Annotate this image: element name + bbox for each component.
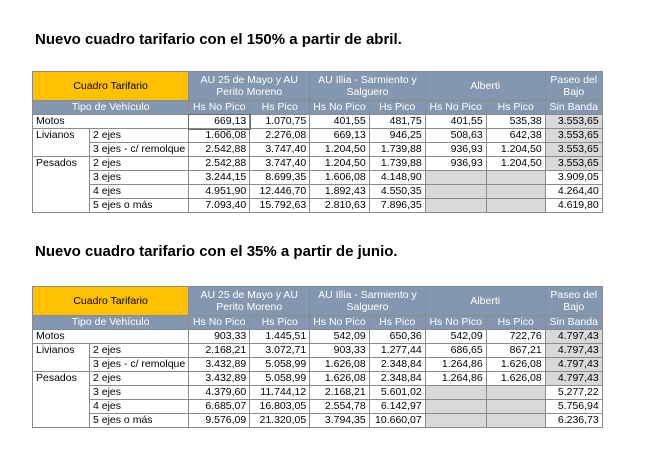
tariff-value: 2.810,63 (310, 199, 370, 213)
tariff-value: 6.236,73 (545, 414, 602, 428)
tariff-value: 722,76 (486, 330, 545, 344)
axle-config: 2 ejes (90, 372, 189, 386)
tariff-value: 481,75 (369, 115, 425, 129)
table-row (33, 400, 603, 414)
tariff-value: 669,13 (189, 115, 250, 129)
tariff-value: 3.553,65 (545, 143, 602, 157)
axle-config: 2 ejes (90, 157, 189, 171)
column-subheader: Hs Pico (369, 316, 425, 330)
tariff-value: 1.277,44 (369, 344, 425, 358)
tariff-value: 2.348,84 (369, 358, 425, 372)
column-subheader: Hs No Pico (310, 101, 370, 115)
group-header: AU 25 de Mayo y AU Perito Moreno (189, 72, 310, 101)
tariff-value: 903,33 (310, 344, 370, 358)
subheader-row (33, 316, 603, 330)
axle-config: 5 ejes o más (90, 199, 189, 213)
table-row (33, 386, 603, 400)
tariff-value: 5.756,94 (545, 400, 602, 414)
header-row (33, 72, 603, 101)
axle-config: 3 ejes - c/ remolque (90, 358, 189, 372)
table-row (33, 115, 603, 129)
tariff-value: 4.619,80 (545, 199, 602, 213)
tariff-value: 1.070,75 (250, 115, 310, 129)
tariff-value: 1.739,88 (369, 143, 425, 157)
tariff-value: 5.277,22 (545, 386, 602, 400)
tariff-value: 1.626,08 (486, 372, 545, 386)
tariff-table-june (32, 286, 603, 428)
tariff-value: 3.072,71 (250, 344, 310, 358)
column-subheader: Hs Pico (486, 101, 545, 115)
table-row (33, 129, 603, 143)
vehicle-type-header: Tipo de Vehículo (33, 316, 189, 330)
group-header: Alberti (425, 287, 545, 316)
tariff-value: 1.264,86 (425, 358, 486, 372)
tariff-value: 2.348,84 (369, 372, 425, 386)
tariff-value: 1.264,86 (425, 372, 486, 386)
tariff-value: 2.542,88 (189, 143, 250, 157)
tariff-value: 946,25 (369, 129, 425, 143)
tariff-value: 686,65 (425, 344, 486, 358)
tariff-value: 867,21 (486, 344, 545, 358)
tariff-value: 9.576,09 (189, 414, 250, 428)
tariff-value: 4.951,90 (189, 185, 250, 199)
table-row (33, 372, 603, 386)
section-heading-april: Nuevo cuadro tarifario con el 150% a partir de abril. (35, 31, 402, 48)
tariff-value: 3.432,89 (189, 372, 250, 386)
column-subheader: Hs No Pico (189, 101, 250, 115)
tariff-value: 401,55 (425, 115, 486, 129)
table-title: Cuadro Tarifario (33, 72, 189, 101)
group-header: AU Illia - Sarmiento y Salguero (310, 287, 426, 316)
tariff-value: 1.626,08 (310, 372, 370, 386)
tariff-value: 4.379,60 (189, 386, 250, 400)
group-header: AU 25 de Mayo y AU Perito Moreno (189, 287, 310, 316)
tariff-value: 21.320,05 (250, 414, 310, 428)
tariff-value: 2.542,88 (189, 157, 250, 171)
empty-cell (425, 414, 486, 428)
tariff-value: 1.204,50 (310, 143, 370, 157)
tariff-value: 1.626,08 (310, 358, 370, 372)
tariff-value: 4.148,90 (369, 171, 425, 185)
table-row (33, 185, 603, 199)
tariff-value: 542,09 (425, 330, 486, 344)
tariff-value: 3.747,40 (250, 143, 310, 157)
tariff-value: 1.204,50 (486, 157, 545, 171)
tariff-value: 1.204,50 (486, 143, 545, 157)
empty-cell (486, 199, 545, 213)
tariff-value: 3.747,40 (250, 157, 310, 171)
tariff-value: 12.446,70 (250, 185, 310, 199)
tariff-value: 16.803,05 (250, 400, 310, 414)
tariff-value: 936,93 (425, 143, 486, 157)
column-subheader: Hs Pico (369, 101, 425, 115)
empty-cell (425, 199, 486, 213)
empty-cell (425, 400, 486, 414)
vehicle-category: Livianos (33, 129, 90, 157)
axle-config: 5 ejes o más (90, 414, 189, 428)
vehicle-category: Pesados (33, 372, 90, 428)
tariff-value: 542,09 (310, 330, 370, 344)
group-header: AU Illia - Sarmiento y Salguero (310, 72, 426, 101)
empty-cell (425, 171, 486, 185)
table-row (33, 358, 603, 372)
column-subheader: Hs No Pico (310, 316, 370, 330)
tariff-value: 1.204,50 (310, 157, 370, 171)
table-row (33, 171, 603, 185)
tariff-value: 401,55 (310, 115, 370, 129)
header-row (33, 287, 603, 316)
tariff-value: 8.699,35 (250, 171, 310, 185)
table-row (33, 344, 603, 358)
tariff-value: 4.797,43 (545, 372, 602, 386)
tariff-value: 7.093,40 (189, 199, 250, 213)
tariff-value: 2.168,21 (189, 344, 250, 358)
tariff-value: 5.601,02 (369, 386, 425, 400)
column-subheader: Hs No Pico (425, 101, 486, 115)
tariff-value: 4.550,35 (369, 185, 425, 199)
tariff-value: 4.797,43 (545, 358, 602, 372)
tariff-value: 650,36 (369, 330, 425, 344)
table-row (33, 414, 603, 428)
tariff-value: 1.445,51 (250, 330, 310, 344)
group-header: Alberti (425, 72, 545, 101)
column-subheader: Hs No Pico (425, 316, 486, 330)
tariff-value: 1.739,88 (369, 157, 425, 171)
axle-config: 2 ejes (90, 344, 189, 358)
tariff-value: 10.660,07 (369, 414, 425, 428)
tariff-value: 535,38 (486, 115, 545, 129)
tariff-value: 4.264,40 (545, 185, 602, 199)
column-subheader: Hs Pico (486, 316, 545, 330)
axle-config: 3 ejes (90, 386, 189, 400)
tariff-value: 3.909,05 (545, 171, 602, 185)
tariff-value: 5.058,99 (250, 372, 310, 386)
tariff-value: 2.276,08 (250, 129, 310, 143)
tariff-value: 15.792,63 (250, 199, 310, 213)
tariff-value: 4.797,43 (545, 330, 602, 344)
tariff-value: 669,13 (310, 129, 370, 143)
tariff-value: 1.892,43 (310, 185, 370, 199)
column-subheader: Hs No Pico (189, 316, 250, 330)
empty-cell (486, 171, 545, 185)
axle-config: 2 ejes (90, 129, 189, 143)
tariff-value: 7.896,35 (369, 199, 425, 213)
tariff-value: 11.744,12 (250, 386, 310, 400)
column-subheader: Sin Banda (545, 316, 602, 330)
table-row (33, 157, 603, 171)
tariff-value: 1.606,08 (189, 129, 250, 143)
tariff-value: 3.244,15 (189, 171, 250, 185)
tariff-value: 3.553,65 (545, 115, 602, 129)
vehicle-category: Livianos (33, 344, 90, 372)
table-title: Cuadro Tarifario (33, 287, 189, 316)
group-header: Paseo del Bajo (545, 287, 602, 316)
axle-config: 4 ejes (90, 185, 189, 199)
tariff-table-april (32, 71, 603, 213)
column-subheader: Hs Pico (250, 101, 310, 115)
tariff-value: 1.626,08 (486, 358, 545, 372)
table-row (33, 199, 603, 213)
tariff-value: 6.142,97 (369, 400, 425, 414)
table-row (33, 330, 603, 344)
vehicle-category: Pesados (33, 157, 90, 213)
tariff-value: 642,38 (486, 129, 545, 143)
tariff-value: 3.553,65 (545, 129, 602, 143)
empty-cell (425, 386, 486, 400)
vehicle-category: Motos (33, 330, 189, 344)
tariff-value: 508,63 (425, 129, 486, 143)
tariff-value: 903,33 (189, 330, 250, 344)
group-header: Paseo del Bajo (545, 72, 602, 101)
tariff-value: 5.058,99 (250, 358, 310, 372)
column-subheader: Hs Pico (250, 316, 310, 330)
empty-cell (486, 185, 545, 199)
empty-cell (425, 185, 486, 199)
vehicle-category: Motos (33, 115, 189, 129)
section-heading-june: Nuevo cuadro tarifario con el 35% a partir de junio. (35, 243, 398, 260)
tariff-value: 3.794,35 (310, 414, 370, 428)
axle-config: 3 ejes (90, 171, 189, 185)
column-subheader: Sin Banda (545, 101, 602, 115)
tariff-value: 3.553,65 (545, 157, 602, 171)
axle-config: 4 ejes (90, 400, 189, 414)
tariff-value: 3.432,89 (189, 358, 250, 372)
empty-cell (486, 386, 545, 400)
tariff-value: 1.606,08 (310, 171, 370, 185)
table-row (33, 143, 603, 157)
tariff-value: 2.554,78 (310, 400, 370, 414)
empty-cell (486, 400, 545, 414)
tariff-value: 6.685,07 (189, 400, 250, 414)
tariff-value: 2.168,21 (310, 386, 370, 400)
vehicle-type-header: Tipo de Vehículo (33, 101, 189, 115)
axle-config: 3 ejes - c/ remolque (90, 143, 189, 157)
subheader-row (33, 101, 603, 115)
tariff-value: 936,93 (425, 157, 486, 171)
empty-cell (486, 414, 545, 428)
tariff-value: 4.797,43 (545, 344, 602, 358)
